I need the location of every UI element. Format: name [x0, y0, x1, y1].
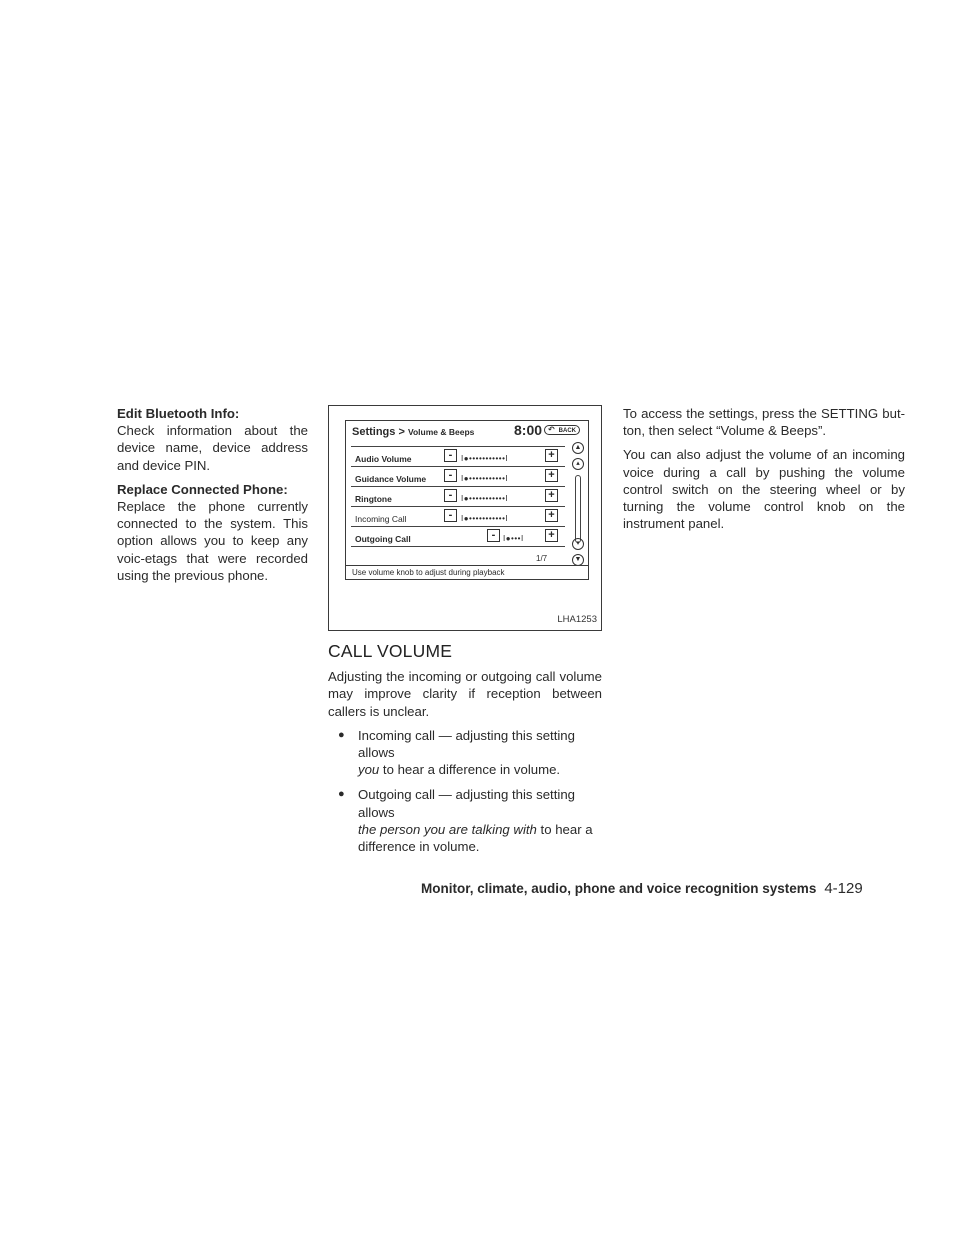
level-indicator: I●•••••••••••I	[461, 514, 509, 523]
volume-row-incoming	[351, 507, 565, 527]
call-volume-text: Adjusting the incoming or outgoing call volume may improve clarity if reception between callers is unclear.	[328, 669, 602, 719]
row-label: Audio Volume	[355, 454, 412, 464]
scrollbar-track	[575, 475, 581, 543]
scroll-down-icon: ▾	[572, 538, 584, 550]
screen-display	[345, 420, 589, 580]
scroll-up-icon: ▴	[572, 458, 584, 470]
row-label: Ringtone	[355, 494, 392, 504]
row-label: Incoming Call	[355, 514, 407, 524]
screen-title	[352, 424, 474, 441]
level-indicator: I●•••••••••••I	[461, 454, 509, 463]
bullet-emphasis: you	[358, 762, 380, 778]
edit-bluetooth-heading: Edit Bluetooth Info:	[117, 406, 240, 421]
bullet-incoming	[328, 727, 602, 779]
level-indicator: I●•••••••••••I	[461, 474, 509, 483]
minus-button: -	[444, 509, 457, 522]
plus-button: +	[545, 489, 558, 502]
minus-button: -	[487, 529, 500, 542]
volume-rows	[351, 446, 565, 547]
minus-button: -	[444, 469, 457, 482]
screen-title-subtitle: Volume & Beeps	[407, 427, 475, 437]
volume-row-outgoing	[351, 527, 565, 547]
scroll-top-icon: ▲	[572, 442, 584, 454]
bullet-text: Incoming call — adjusting this setting allows	[358, 727, 575, 761]
middle-column	[328, 405, 602, 863]
bullet-text: Outgoing call — adjusting this setting allows	[358, 787, 575, 820]
volume-row-guidance	[351, 467, 565, 487]
right-column	[623, 405, 905, 539]
settings-screen-figure	[328, 405, 602, 631]
call-volume-title: CALL VOLUME	[328, 641, 453, 661]
plus-button: +	[545, 509, 558, 522]
left-column	[117, 405, 308, 591]
screen-title-settings: Settings >	[352, 426, 405, 438]
bullet-text-end: to hear a difference in volume.	[358, 821, 593, 855]
figure-caption: LHA1253	[557, 613, 597, 625]
back-button: ↶ BACK	[544, 425, 580, 435]
volume-row-audio	[351, 446, 565, 467]
bullet-text-end: to hear a difference in volume.	[379, 762, 561, 778]
level-indicator: I●•••••••••••I	[461, 494, 509, 503]
scroll-bottom-icon: ▼	[572, 554, 584, 566]
minus-button: -	[444, 449, 457, 462]
screen-clock: 8:00	[514, 422, 543, 438]
page-number: 4-129	[824, 880, 863, 897]
replace-phone-text: Replace the phone currently connected to the system. This option allows you to keep any voic-etags that were recorded using the previous phone.	[117, 499, 308, 583]
screen-footer-hint: Use volume knob to adjust during playback	[346, 565, 588, 579]
access-settings-text: To access the settings, press the SETTING but-ton, then select “Volume & Beeps”.	[623, 406, 905, 439]
adjust-volume-text: You can also adjust the volume of an incoming voice during a call by pushing the volume control switch on the steering wheel or by turning the volume control knob on the instrument panel.	[623, 447, 905, 532]
row-label: Outgoing Call	[355, 534, 411, 544]
plus-button: +	[545, 469, 558, 482]
bullet-outgoing	[328, 786, 602, 855]
volume-row-ringtone	[351, 487, 565, 507]
plus-button: +	[545, 449, 558, 462]
call-volume-bullets	[328, 727, 602, 855]
edit-bluetooth-text: Check information about the device name, device address and device PIN.	[117, 423, 308, 473]
minus-button: -	[444, 489, 457, 502]
bullet-emphasis: the person you are talking with	[358, 821, 537, 837]
footer-section-title: Monitor, climate, audio, phone and voice recognition systems	[421, 881, 817, 896]
level-indicator: I●•••I	[503, 534, 524, 543]
replace-phone-heading: Replace Connected Phone:	[117, 481, 288, 497]
running-footer	[421, 880, 863, 897]
plus-button: +	[545, 529, 558, 542]
row-label: Guidance Volume	[355, 474, 427, 484]
page-indicator: 1/7	[536, 554, 548, 563]
